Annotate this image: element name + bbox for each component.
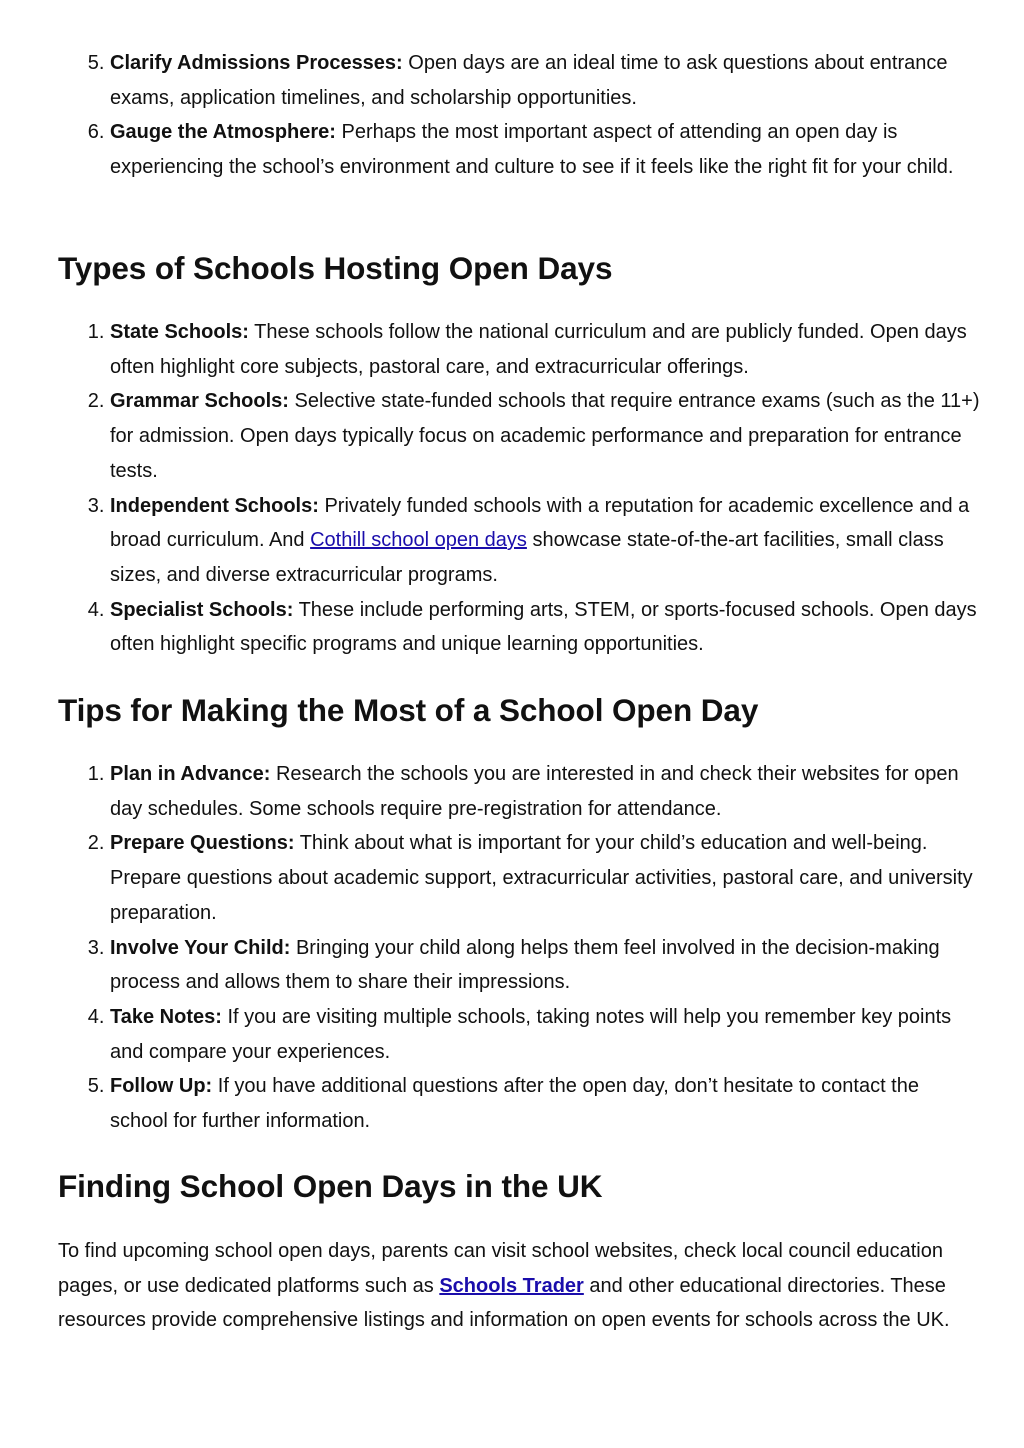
list-item bbox=[110, 593, 980, 662]
item-label: Plan in Advance: bbox=[110, 763, 271, 785]
school-types-list bbox=[0, 315, 980, 662]
list-item bbox=[110, 46, 980, 115]
item-label: Take Notes: bbox=[110, 1005, 222, 1028]
item-label: Prepare Questions: bbox=[110, 832, 295, 855]
item-text: Selective state-funded schools that require entrance exams (such as the 11+) for admission. Open days typically focus on academic performance and preparation for entrance tests. bbox=[110, 390, 980, 482]
item-text: Bringing your child along helps them feel involved in the decision-making process and allows them to share their impressions. bbox=[110, 936, 940, 994]
section-heading-tips: Tips for Making the Most of a School Open Day bbox=[58, 692, 759, 728]
item-text: Research the schools you are interested in and check their websites for open day schedules. Some schools require pre-registration for attendance. bbox=[110, 763, 959, 820]
list-item bbox=[110, 384, 980, 488]
list-item bbox=[110, 757, 980, 826]
item-label: State Schools: bbox=[110, 321, 249, 343]
item-text: If you have additional questions after the open day, don’t hesitate to contact the school for further information. bbox=[110, 1075, 919, 1133]
item-text: Open days are an ideal time to ask questions about entrance exams, application timelines, and scholarship opportunities. bbox=[110, 52, 948, 109]
section-heading-finding: Finding School Open Days in the UK bbox=[58, 1168, 603, 1204]
list-item bbox=[110, 1069, 980, 1138]
tips-list bbox=[0, 757, 980, 1139]
item-label: Specialist Schools: bbox=[110, 598, 294, 621]
list-item bbox=[110, 826, 980, 930]
paragraph-text: and other educational directories. These resources provide comprehensive listings and information on open events for schools across the UK. bbox=[58, 1274, 950, 1332]
paragraph-text: To find upcoming school open days, parents can visit school websites, check local council education pages, or use dedicated platforms such as bbox=[58, 1240, 943, 1297]
cothill-open-days-link[interactable]: Cothill school open days bbox=[310, 529, 527, 552]
list-item bbox=[110, 489, 980, 593]
item-label: Involve Your Child: bbox=[110, 936, 291, 959]
intro-list bbox=[0, 46, 980, 185]
item-text: Think about what is important for your child’s education and well-being. Prepare questions about academic support, extracurricular activities, pastoral care, and university preparation. bbox=[110, 832, 973, 924]
item-text: If you are visiting multiple schools, taking notes will help you remember key points and compare your experiences. bbox=[110, 1005, 952, 1063]
list-item bbox=[110, 1000, 980, 1069]
finding-paragraph bbox=[58, 1234, 958, 1338]
schools-trader-link[interactable]: Schools Trader bbox=[439, 1274, 584, 1297]
item-label: Follow Up: bbox=[110, 1075, 213, 1098]
list-item bbox=[110, 315, 980, 384]
list-item bbox=[110, 931, 980, 1000]
item-label: Grammar Schools: bbox=[110, 390, 289, 413]
item-label: Independent Schools: bbox=[110, 494, 319, 517]
list-item bbox=[110, 115, 980, 184]
item-label: Clarify Admissions Processes: bbox=[110, 52, 403, 74]
item-text: These include performing arts, STEM, or sports-focused schools. Open days often highlight specific programs and unique learning opportunities. bbox=[110, 598, 977, 656]
item-text: showcase state-of-the-art facilities, small class sizes, and diverse extracurricular programs. bbox=[110, 529, 944, 586]
item-label: Gauge the Atmosphere: bbox=[110, 121, 336, 144]
item-text: Perhaps the most important aspect of attending an open day is experiencing the school’s environment and culture to see if it feels like the right fit for your child. bbox=[110, 121, 954, 179]
item-text: Privately funded schools with a reputation for academic excellence and a broad curriculum. And bbox=[110, 494, 970, 552]
item-text: These schools follow the national curriculum and are publicly funded. Open days often highlight core subjects, pastoral care, and extracurricular offerings. bbox=[110, 321, 967, 378]
section-heading-types: Types of Schools Hosting Open Days bbox=[58, 250, 613, 286]
